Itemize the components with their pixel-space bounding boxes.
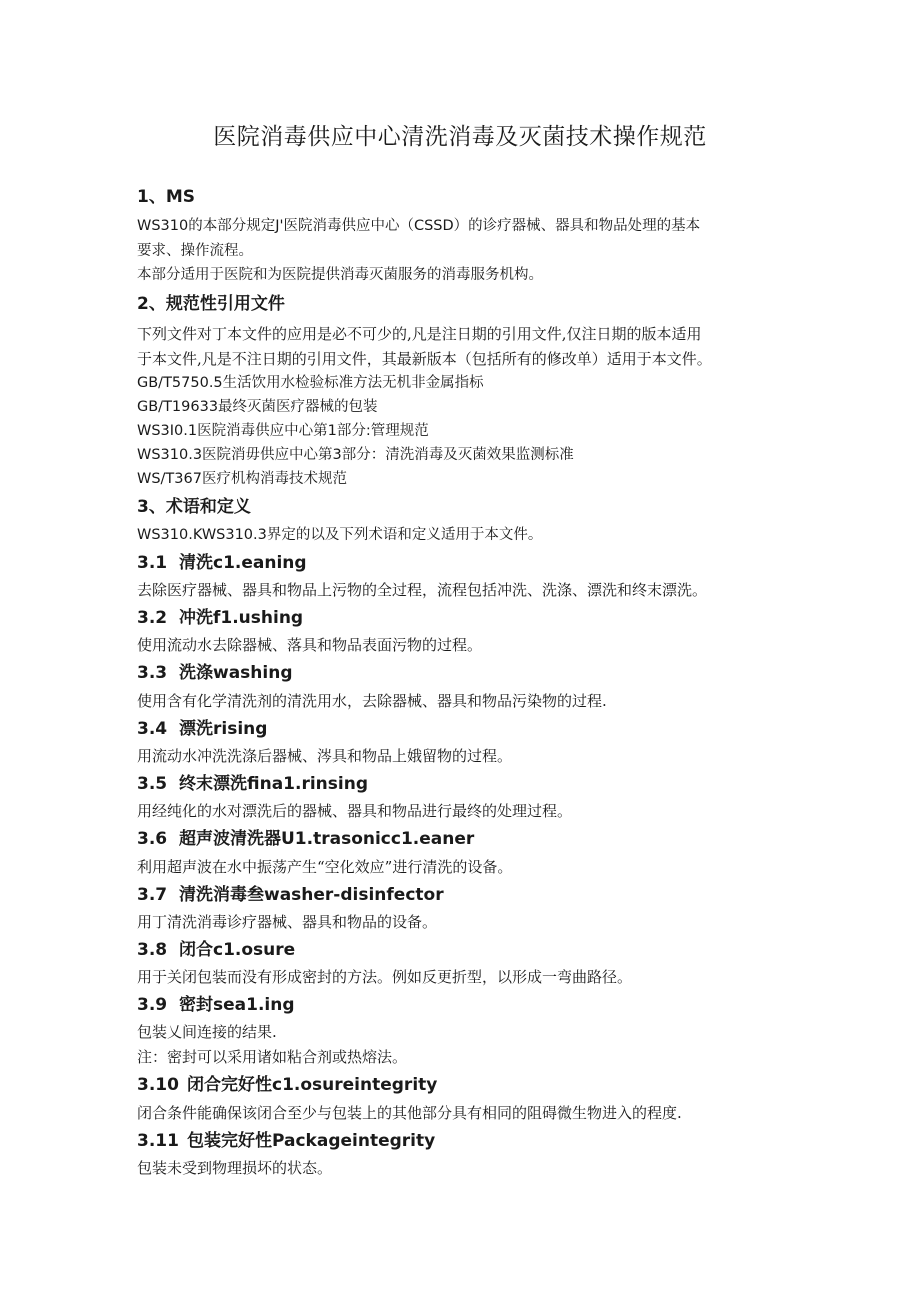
reference-item: GB/T5750.5生活饮用水检验标准方法无机非金属指标 — [137, 375, 484, 391]
term-title: 清洗消毒叁washer-disinfector — [179, 885, 444, 905]
term-definition: 使用含有化学清洗剂的清洗用水，去除器械、器具和物品污染物的过程. — [137, 692, 607, 710]
section-3-heading — [137, 496, 251, 518]
term-note: 注：密封可以采用诸如粘合剂或热熔法。 — [137, 1048, 408, 1066]
term-heading — [137, 607, 303, 629]
term-number: 3.11 — [137, 1131, 179, 1151]
paragraph: WS310.KWS310.3界定的以及下列术语和定义适用于本文件。 — [137, 527, 543, 543]
section-number: 3、 — [137, 497, 166, 517]
section-number: 2、 — [137, 294, 166, 314]
term-heading — [137, 718, 267, 740]
term-title: 漂洗rising — [179, 719, 268, 739]
paragraph: 要求、操作流程。 — [137, 243, 253, 259]
term-heading — [137, 773, 368, 795]
term-definition: 去除医疗器械、器具和物品上污物的全过程，流程包括冲洗、洗涤、漂洗和终末漂洗。 — [137, 581, 708, 599]
term-number: 3.4 — [137, 719, 168, 739]
term-definition: 闭合条件能确保该闭合至少与包装上的其他部分具有相同的阻碍微生物进入的程度. — [137, 1104, 682, 1122]
term-definition: 包装未受到物理损坏的状态。 — [137, 1159, 333, 1177]
document-title: 医院消毒供应中心清洗消毒及灭菌技术操作规范 — [213, 124, 707, 150]
term-title: 包装完好性Packageintegrity — [187, 1131, 436, 1151]
term-number: 3.7 — [137, 885, 168, 905]
term-number: 3.10 — [137, 1075, 179, 1095]
term-heading — [137, 939, 295, 961]
term-heading — [137, 662, 293, 684]
paragraph: WS310的本部分规定J'医院消毒供应中心（CSSD）的诊疗器械、器具和物品处理的基本 — [137, 218, 701, 234]
reference-item: GB/T19633最终灭菌医疗器械的包装 — [137, 399, 378, 415]
reference-item: WS310.3医院消毋供应中心第3部分：清洗消毒及灭菌效果监测标准 — [137, 447, 574, 463]
term-definition: 用丁清洗消毒诊疗器械、器具和物品的设备。 — [137, 913, 438, 931]
paragraph: 下列文件对丁本文件的应用是必不可少的,凡是注日期的引用文件,仅注日期的版本适用 — [137, 325, 702, 343]
term-definition: 使用流动水去除器械、落具和物品表面污物的过程。 — [137, 636, 483, 654]
term-heading — [137, 1074, 437, 1096]
paragraph: 本部分适用于医院和为医院提供消毒灭菌服务的消毒服务机构。 — [137, 267, 543, 283]
term-title: 清洗c1.eaning — [179, 553, 307, 573]
reference-item: WS/T367医疗机构消毒技术规范 — [137, 471, 347, 487]
term-title: 洗涤washing — [179, 663, 293, 683]
term-number: 3.8 — [137, 940, 168, 960]
term-title: 闭合c1.osure — [179, 940, 296, 960]
term-definition: 用流动水冲洗洗涤后器械、涔具和物品上娥留物的过程。 — [137, 747, 513, 765]
term-number: 3.6 — [137, 829, 168, 849]
term-number: 3.9 — [137, 995, 168, 1015]
section-number: 1、 — [137, 187, 166, 207]
term-definition: 利用超声波在水中振荡产生“空化效应”进行清洗的设备。 — [137, 858, 513, 876]
term-heading — [137, 994, 295, 1016]
section-title: MS — [165, 187, 196, 207]
term-title: 密封sea1.ing — [179, 995, 295, 1015]
term-definition: 包装乂间连接的结果. — [137, 1023, 277, 1041]
term-number: 3.3 — [137, 663, 168, 683]
section-title: 规范性引用文件 — [165, 294, 285, 314]
term-title: 闭合完好性c1.osureintegrity — [187, 1075, 438, 1095]
section-2-heading — [137, 293, 285, 315]
term-number: 3.2 — [137, 608, 168, 628]
term-number: 3.1 — [137, 553, 168, 573]
term-heading — [137, 552, 307, 574]
term-title: 终末漂洗fina1.rinsing — [179, 774, 368, 794]
term-heading — [137, 884, 444, 906]
reference-item: WS3I0.1医院消毒供应中心第1部分:管理规范 — [137, 423, 429, 439]
term-title: 冲洗f1.ushing — [179, 608, 304, 628]
term-definition: 用于关闭包装而没有形成密封的方法。例如反更折型，以形成一弯曲路径。 — [137, 968, 633, 986]
term-heading — [137, 1130, 435, 1152]
term-heading — [137, 828, 474, 850]
section-1-heading — [137, 186, 195, 208]
term-title: 超声波清洗器U1.trasonicc1.eaner — [179, 829, 475, 849]
section-title: 术语和定义 — [165, 497, 251, 517]
term-number: 3.5 — [137, 774, 168, 794]
term-definition: 用经纯化的水对漂洗后的器械、器具和物品进行最终的处理过程。 — [137, 802, 573, 820]
paragraph: 于本文件,凡是不注日期的引用文件，其最新版本（包括所有的修改单）适用于本文件。 — [137, 350, 712, 368]
